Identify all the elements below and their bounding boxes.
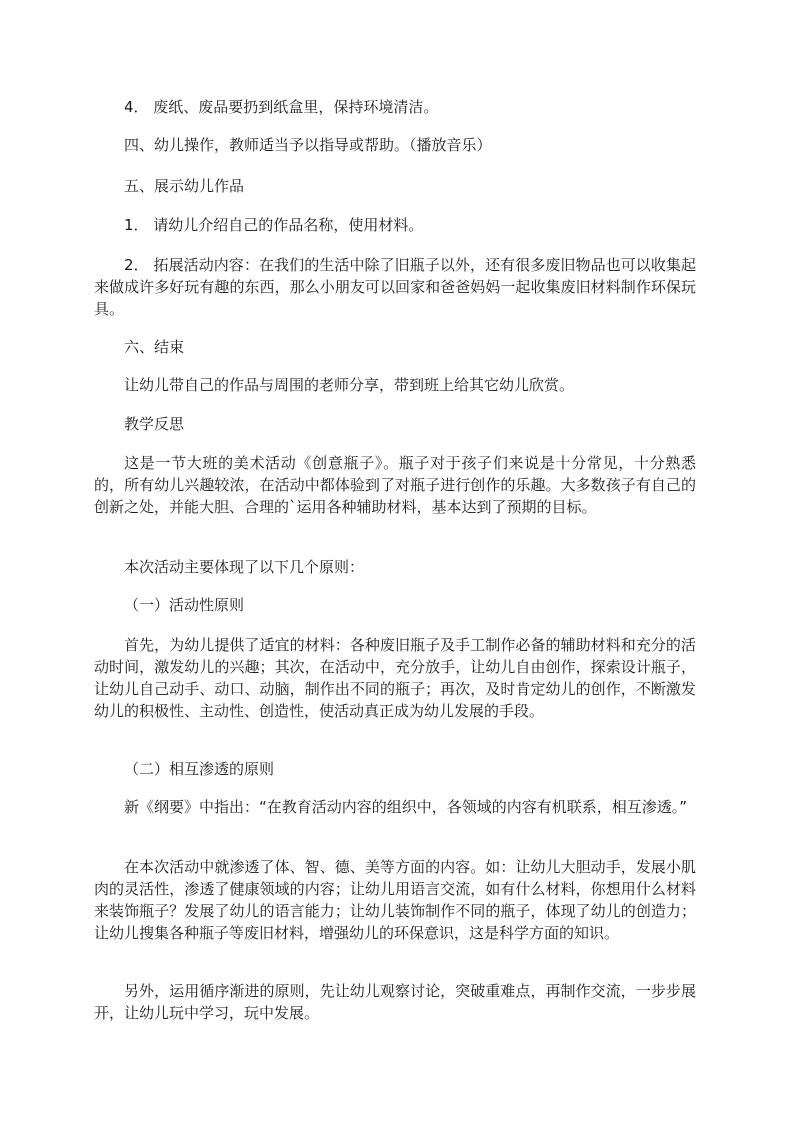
subheading-activity-principle: （一）活动性原则 [124, 596, 245, 614]
body-paragraph-materials: 首先，为幼儿提供了适宜的材料：各种废旧瓶子及手工制作必备的辅助材料和充分的活动时间，激发幼儿的兴趣；其次，在活动中，充分放手，让幼儿自由创作，探索设计瓶子，让幼儿自己动手、动口、动脑，制作出不同的瓶子；再次，及时肯定幼儿的创作，不断激发幼儿的积极性、主动性、创造性，使活动真正成为幼儿发展的手段。 [94, 636, 696, 720]
list-item-introduce-work: 1． 请幼儿介绍自己的作品名称，使用材料。 [124, 216, 424, 234]
subheading-interpenetration-principle: （二）相互渗透的原则 [124, 760, 275, 778]
section-heading-5: 五、展示幼儿作品 [124, 177, 245, 195]
section-heading-reflection: 教学反思 [124, 415, 185, 433]
body-paragraph-reflection: 这是一节大班的美术活动《创意瓶子》。瓶子对于孩子们来说是十分常见，十分熟悉的，所有幼儿兴趣较浓，在活动中都体验到了对瓶子进行创作的乐趣。大多数孩子有自己的创新之处，并能大胆、合理的`运用各种辅助材料，基本达到了预期的目标。 [94, 454, 696, 516]
section-heading-6: 六、结束 [124, 338, 185, 356]
section-heading-4: 四、幼儿操作，教师适当予以指导或帮助。（播放音乐） [124, 136, 492, 154]
body-paragraph-domains: 在本次活动中就渗透了体、智、德、美等方面的内容。如：让幼儿大胆动手，发展小肌肉的灵活性，渗透了健康领域的内容；让幼儿用语言交流，如有什么材料，你想用什么材料来装饰瓶子？发展了幼儿的语言能力；让幼儿装饰制作不同的瓶子，体现了幼儿的创造力；让幼儿搜集各种瓶子等废旧材料，增强幼儿的环保意识，这是科学方面的知识。 [94, 858, 696, 942]
body-paragraph-share: 让幼儿带自己的作品与周围的老师分享，带到班上给其它幼儿欣赏。 [124, 376, 575, 394]
body-paragraph-progression: 另外，运用循序渐进的原则，先让幼儿观察讨论，突破重难点，再制作交流，一步步展开，让幼儿玩中学习，玩中发展。 [94, 982, 696, 1022]
list-item-discard-waste: 4． 废纸、废品要扔到纸盒里，保持环境清洁。 [124, 98, 439, 116]
body-paragraph-principles: 本次活动主要体现了以下几个原则： [124, 558, 365, 576]
list-item-extend-activity: 2． 拓展活动内容：在我们的生活中除了旧瓶子以外，还有很多废旧物品也可以收集起来做成许多好玩有趣的东西，那么小朋友可以回家和爸爸妈妈一起收集废旧材料制作环保玩具。 [94, 256, 696, 318]
body-paragraph-guideline-quote: 新《纲要》中指出：“在教育活动内容的组织中，各领域的内容有机联系，相互渗透。” [124, 798, 688, 816]
